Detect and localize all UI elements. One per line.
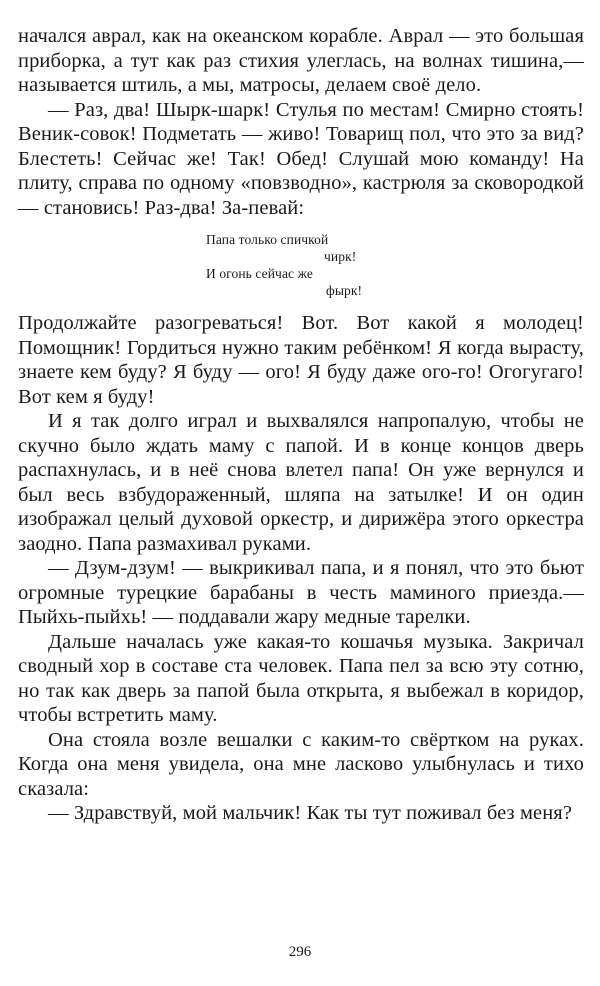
- poem-line: Папа только спичкой: [206, 232, 329, 247]
- paragraph: Дальше началась уже какая-то кошачья музыка. Закричал сводный хор в составе ста человек. Папа пел за всю эту сотню, но так как дверь за папой была открыта, я выбежал в коридор, чтобы встретить маму.: [18, 630, 584, 726]
- paragraph: И я так долго играл и выхвалялся напропалую, чтобы не скучно было ждать маму с папой. И в конце концов дверь распахнулась, и в неё снова влетел папа! Он уже вернулся и был весь взбудораженный, шляпа на затылке! И он один изображал целый духовой оркестр, и дирижёра этого оркестра заодно. Папа размахивал руками.: [18, 410, 584, 555]
- paragraph: Она стояла возле вешалки с каким-то свёртком на руках. Когда она меня увидела, она мне ласково улыбнулась и тихо сказала:: [18, 728, 584, 800]
- poem-line: фырк!: [326, 283, 363, 298]
- paragraph: Продолжайте разогреваться! Вот. Вот какой я молодец! Помощник! Гордиться нужно таким ребёнком! Я когда вырасту, знаете кем буду? Я буду — ого! Я буду даже ого-го! Огогугаго! Вот кем я буду!: [18, 312, 584, 408]
- paragraph-continued: начался аврал, как на океанском корабле. Аврал — это большая приборка, а тут как раз стихия улеглась, на волнах тишина,— называется штиль, а мы, матросы, делаем своё дело.: [18, 25, 584, 96]
- poem-line: чирк!: [324, 249, 357, 264]
- poem-verse: [18, 231, 584, 301]
- page-number: 296: [288, 944, 312, 960]
- poem-line: И огонь сейчас же: [206, 266, 313, 281]
- paragraph: — Здравствуй, мой мальчик! Как ты тут поживал без меня?: [48, 802, 573, 824]
- paragraph: — Раз, два! Шырк-шарк! Стулья по местам! Смирно стоять! Веник-совок! Подметать — живо! Товарищ пол, что это за вид? Блестеть! Сейчас же! Так! Обед! Слушай мою команду! На плиту, справа по одному «повзводно», кастрюля за сковородкой — становись! Раз-два! За-певай:: [18, 98, 584, 219]
- body-text: [18, 24, 584, 826]
- paragraph: — Дзум-дзум! — выкрикивал папа, и я понял, что это бьют огромные турецкие барабаны в честь маминого приезда.— Пыйхь-пыйхь! — поддавали жару медные тарелки.: [18, 557, 584, 628]
